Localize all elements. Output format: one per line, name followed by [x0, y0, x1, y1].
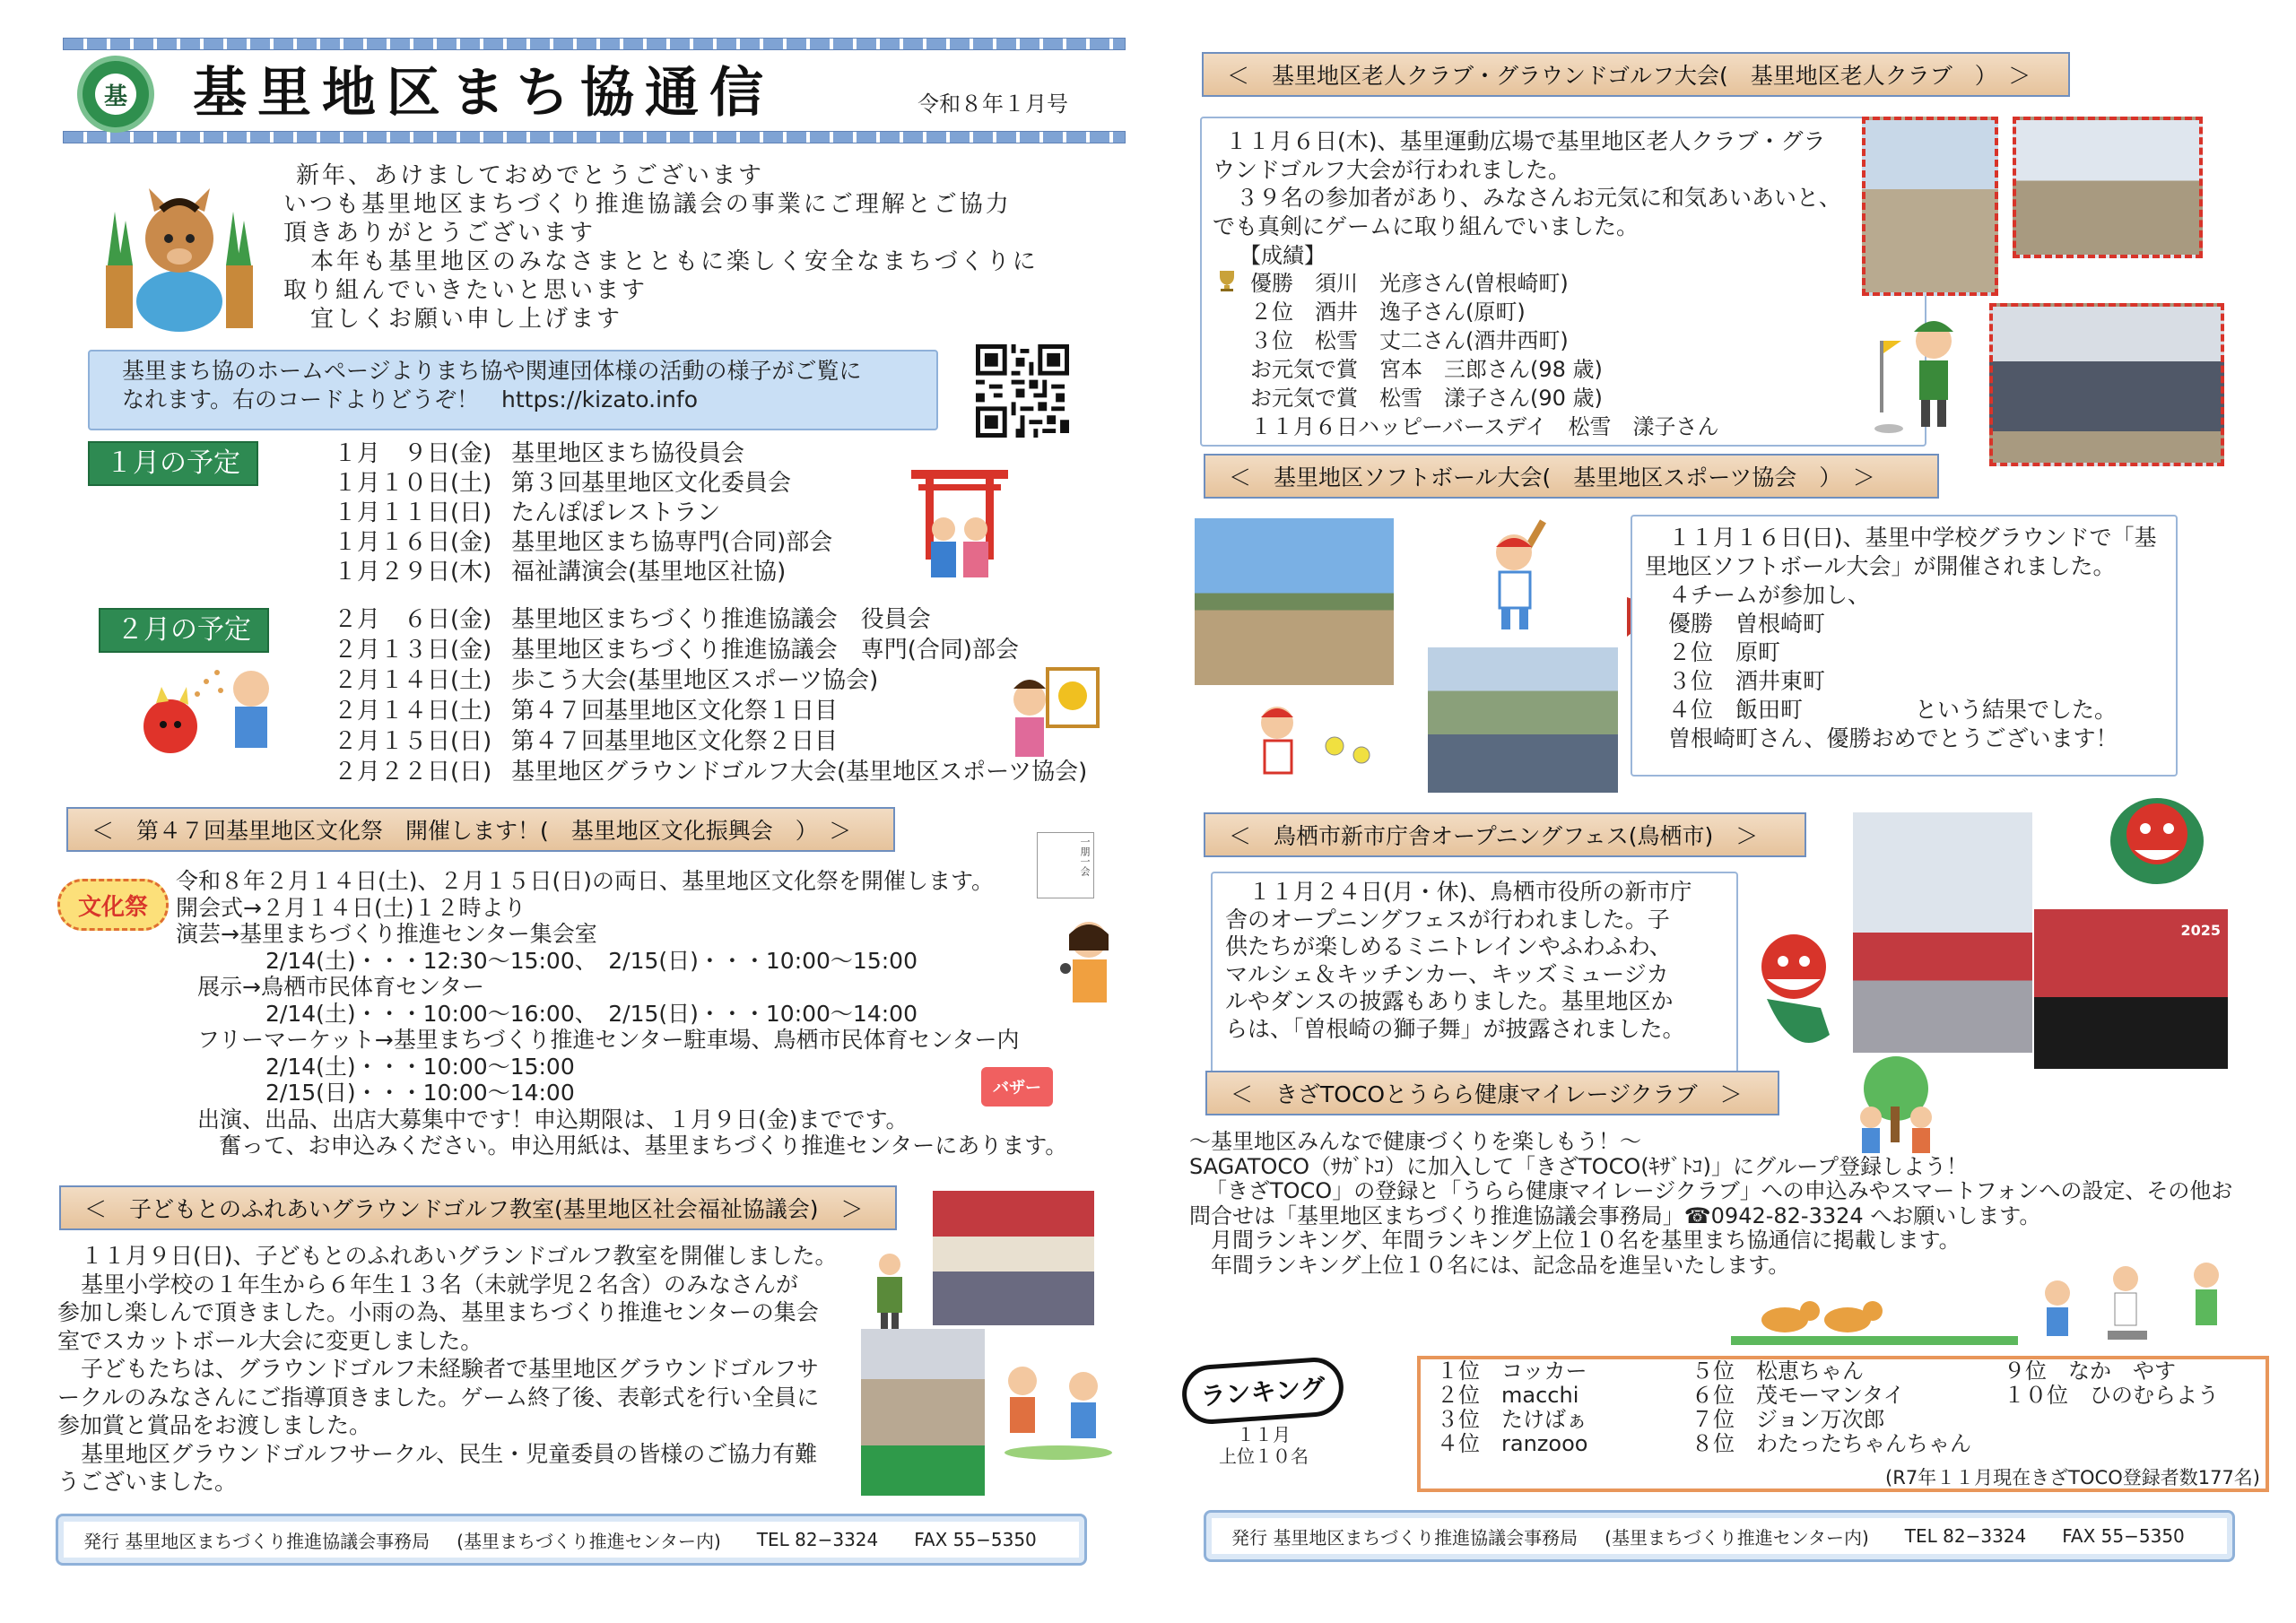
lion-mask-illustration — [2090, 787, 2224, 904]
ranking-rank: ８位 — [1692, 1431, 1735, 1456]
schedule-date: １月２９日(木) — [334, 559, 492, 586]
homepage-box — [88, 350, 938, 430]
artist-painting-illustration — [1003, 664, 1101, 762]
batter-illustration — [1474, 516, 1564, 633]
rojin-results-label: 【成績】 — [1239, 243, 1326, 268]
tosu-banner: ＜ 鳥栖市新市庁舎オープニングフェス(鳥栖市) ＞ — [1204, 812, 1806, 857]
kodomo-line: ークルのみなさんにご指導頂きました。ゲーム終了後、表彰式を行い全員に — [57, 1384, 820, 1410]
singer-illustration — [1051, 915, 1132, 1022]
softball-line: ３位 酒井東町 — [1668, 668, 1826, 694]
rojin-line: ウンドゴルフ大会が行われました。 — [1213, 156, 1571, 183]
tosu-shishimai-photo — [2034, 909, 2228, 1069]
bazaar-badge — [981, 1067, 1053, 1107]
january-dates — [334, 439, 504, 587]
setsubun-oni-illustration — [135, 655, 287, 771]
ranking-rank: ２位 — [1437, 1383, 1480, 1408]
tosu-text — [1225, 879, 1735, 1043]
ranking-rank: ９位 — [2004, 1358, 2047, 1384]
ranking-rank: ４位 — [1437, 1431, 1480, 1456]
tosu-line: マルシェ＆キッチンカー、キッズミュージカ — [1225, 960, 1669, 987]
pitcher-and-balls-illustration — [1245, 696, 1370, 785]
kodomo-line: 子どもたちは、グラウンドゴルフ未経験者で基里地区グラウンドゴルフサ — [81, 1356, 820, 1382]
bunkasai-line: 奮って、お申込みください。申込用紙は、基里まちづくり推進センターにあります。 — [219, 1133, 1068, 1159]
bunkasai-line: 開会式→２月１４日(土)１２時より — [176, 894, 526, 921]
bunkasai-badge-text: 文化祭 — [77, 893, 148, 921]
issue-label: 令和８年１月号 — [918, 91, 1068, 117]
homepage-line — [122, 386, 936, 414]
horse-kadomatsu-illustration — [99, 176, 260, 337]
rojin-text — [1213, 127, 1921, 240]
walking-dogs-exercise-illustration — [1731, 1261, 2251, 1368]
ranking-row — [1437, 1384, 1706, 1408]
greeting-line: いつも基里地区まちづくり推進協議会の事業にご理解とご協力 — [283, 191, 1012, 218]
ranking-name: ジョン万次郎 — [1756, 1407, 1885, 1432]
rojin-line: ３９名の参加者があり、みなさんお元気に和気あいあいと、 — [1236, 185, 1842, 211]
softball-line: 里地区ソフトボール大会」が開催されました。 — [1645, 553, 2116, 579]
schedule-date: ２月１５日(日) — [334, 728, 492, 755]
rojin-result: １１月６日ハッピーバースデイ 松雪 漾子さん — [1250, 414, 1719, 439]
bunkasai-text — [176, 868, 1068, 1159]
ranking-col-1 — [1437, 1359, 1706, 1456]
right-footer — [1204, 1510, 2235, 1562]
ranking-name: macchi — [1501, 1383, 1579, 1408]
footer-location: (基里まちづくり推進センター内) — [457, 1530, 721, 1552]
footer-fax: FAX 55−5350 — [2062, 1525, 2185, 1547]
bunkasai-line: 2/14(土)・・・10:00～15:00 — [265, 1053, 575, 1080]
schedule-event: 歩こう大会(基里地区スポーツ協会) — [511, 667, 879, 694]
calligraphy-card — [1037, 832, 1094, 898]
rojin-result: ２位 酒井 逸子さん(原町) — [1250, 299, 1526, 325]
schedule-date: ２月 ６日(金) — [334, 606, 492, 633]
schedule-event: 基里地区まち協専門(合同)部会 — [511, 529, 833, 556]
ranking-row — [2004, 1359, 2264, 1384]
rojin-line: でも真剣にゲームに取り組んでいました。 — [1213, 213, 1639, 239]
softball-team-photo — [1428, 647, 1618, 793]
schedule-event: 基里地区まちづくり推進協議会 専門(合同)部会 — [511, 637, 1020, 664]
schedule-date: １月１６日(金) — [334, 529, 492, 556]
ranking-badge-text: ランキング — [1199, 1373, 1326, 1411]
ranking-name: コッカー — [1501, 1358, 1587, 1384]
schedule-event: 福祉講演会(基里地区社協) — [511, 559, 787, 586]
schedule-event: 第４７回基里地区文化祭２日目 — [511, 728, 839, 755]
rojin-result: 優勝 須川 光彦さん(曽根崎町) — [1250, 271, 1569, 296]
ranking-rank: ３位 — [1437, 1407, 1480, 1432]
schedule-date: ２月２２日(日) — [334, 759, 492, 785]
greeting-line: 新年、あけましておめでとうございます — [296, 162, 765, 189]
ranking-name: なか やす — [2068, 1358, 2176, 1384]
ranking-row — [1692, 1408, 2014, 1432]
kodomo-line: 基里地区グラウンドゴルフサークル、民生・児童委員の皆様のご協力有難 — [81, 1440, 818, 1467]
footer-tel: TEL 82−3324 — [756, 1529, 879, 1550]
calligraphy-text: 一朋一会 — [1079, 837, 1091, 876]
schedule-date: ２月１３日(金) — [334, 637, 492, 664]
softball-line: １１月１６日(日)、基里中学校グラウンドで「基 — [1668, 525, 2157, 551]
left-footer — [56, 1514, 1087, 1566]
ranking-name: たけばぁ — [1501, 1407, 1587, 1432]
rojin-group-photo — [1989, 303, 2224, 466]
softball-line: 優勝 曽根崎町 — [1668, 611, 1826, 637]
kizatoco-line: ～基里地区みんなで健康づくりを楽しもう！～ — [1189, 1129, 1641, 1154]
tosu-line: 舎のオープニングフェスが行われました。子 — [1225, 906, 1670, 933]
right-page — [1157, 0, 2296, 1623]
rojin-result: お元気で賞 松雪 漾子さん(90 歳) — [1250, 386, 1603, 411]
ranking-note: (R7年１１月現在きざTOCO登録者数177名) — [1885, 1467, 2260, 1488]
kodomo-line: １１月９日(日)、子どもとのふれあいグランドゴルフ教室を開催しました。 — [81, 1243, 838, 1269]
ranking-month — [1214, 1424, 1313, 1467]
rojin-result: ３位 松雪 丈二さん(酒井西町) — [1250, 328, 1569, 353]
tosu-line: １１月２４日(月・休)、鳥栖市役所の新市庁 — [1248, 879, 1692, 905]
ranking-col-3 — [2004, 1359, 2264, 1408]
bunkasai-line: 出演、出品、出店大募集中です！申込期限は、１月９日(金)までです。 — [197, 1106, 909, 1133]
bunkasai-line: フリーマーケット→基里まちづくり推進センター駐車場、鳥栖市民体育センター内 — [197, 1027, 1020, 1053]
shrine-children-illustration — [906, 464, 1013, 590]
ranking-row — [1692, 1384, 2014, 1408]
ranking-rank: １位 — [1437, 1358, 1480, 1384]
ranking-row — [1437, 1359, 1706, 1384]
ranking-row — [1692, 1432, 2014, 1456]
footer-publisher: 発行 基里地区まちづくり推進協議会事務局 — [1231, 1526, 1578, 1549]
homepage-line: 基里まち協のホームページよりまち協や関連団体様の活動の様子がご覧に — [122, 358, 862, 384]
ranking-rank: ６位 — [1692, 1383, 1735, 1408]
tosu-sign-text: 2025 — [2180, 922, 2221, 939]
ranking-rank: ７位 — [1692, 1407, 1735, 1432]
bunkasai-line: 展示→鳥栖市民体育センター — [197, 974, 484, 1000]
greeting-line: 頂きありがとうございます — [283, 220, 596, 247]
bunkasai-line: 2/14(土)・・・10:00～16:00、 2/15(日)・・・10:00～14:00 — [265, 1000, 918, 1027]
kodomo-line: 室でスカットボール大会に変更しました。 — [57, 1327, 483, 1354]
ranking-name: 松恵ちゃん — [1756, 1358, 1864, 1384]
footer-tel: TEL 82−3324 — [1904, 1525, 2027, 1547]
kizatoco-line: 年間ランキング上位１０名には、記念品を進呈いたします。 — [1211, 1252, 1790, 1278]
rojin-result: お元気で賞 宮本 三郎さん(98 歳) — [1250, 357, 1603, 382]
ranking-top-text: 上位１０名 — [1219, 1445, 1309, 1467]
schedule-event: 第３回基里地区文化委員会 — [511, 470, 792, 497]
schedule-date: １月１１日(日) — [334, 499, 492, 526]
softball-field-photo — [1195, 518, 1394, 685]
masthead-top-strip — [63, 38, 1126, 50]
schedule-date: １月 ９日(金) — [334, 440, 492, 467]
greeting-line: 本年も基里地区のみなさまとともに楽しく安全なまちづくりに — [310, 248, 1039, 275]
masthead-bottom-strip — [63, 131, 1126, 143]
schedule-event: たんぽぽレストラン — [511, 499, 721, 526]
ranking-name: 茂モーマンタイ — [1756, 1383, 1905, 1408]
ranking-row — [2004, 1384, 2264, 1408]
homepage-link[interactable]: https://kizato.info — [501, 386, 699, 412]
ranking-col-2 — [1692, 1359, 2014, 1456]
softball-line: ４チームが参加し、 — [1668, 582, 1871, 608]
january-events — [511, 439, 888, 587]
page-title: 基里地区まち協通信 — [193, 62, 774, 125]
rojin-banner: ＜ 基里地区老人クラブ・グラウンドゴルフ大会( 基里地区老人クラブ ） ＞ — [1202, 52, 2070, 97]
february-dates — [334, 604, 504, 787]
footer-fax: FAX 55−5350 — [914, 1529, 1037, 1550]
tosu-line: ルやダンスの披露もありました。基里地区か — [1225, 988, 1674, 1014]
kids-golf-illustration — [996, 1354, 1121, 1462]
softball-banner: ＜ 基里地区ソフトボール大会( 基里地区スポーツ協会 ） ＞ — [1204, 454, 1939, 499]
ranking-rank: ５位 — [1692, 1358, 1735, 1384]
bunkasai-badge — [57, 879, 169, 931]
tosu-line: らは、「曽根崎の獅子舞」が披露されました。 — [1225, 1015, 1685, 1042]
tosu-line: 供たちが楽しめるミニトレインやふわふわ、 — [1225, 933, 1672, 959]
kizatoco-line: 月間ランキング、年間ランキング上位１０名を基里まち協通信に掲載します。 — [1211, 1228, 1961, 1253]
schedule-event: 第４７回基里地区文化祭１日目 — [511, 698, 839, 725]
ranking-name: ひのむらよう — [2090, 1383, 2219, 1408]
kodomo-line: うございました。 — [57, 1469, 238, 1495]
kizatoco-banner: ＜ きざTOCOとうらら健康マイレージクラブ ＞ — [1205, 1071, 1779, 1115]
kizatoco-line: SAGATOCO（ｻｶﾞﾄｺ）に加入して「きざTOCO(ｷｻﾞﾄｺ)」にグループ登録しよう！ — [1189, 1153, 1969, 1179]
rojin-line: １１月６日(木)、基里運動広場で基里地区老人クラブ・グラ — [1225, 128, 1826, 154]
ranking-name: わたったちゃんちゃん — [1756, 1431, 1971, 1456]
bazaar-badge-text: バザー — [993, 1079, 1041, 1098]
kodomo-text — [57, 1242, 865, 1497]
ranking-rank: １０位 — [2004, 1383, 2068, 1408]
kodomo-line: 参加賞と賞品をお渡しました。 — [57, 1412, 372, 1438]
bunkasai-line: 2/14(土)・・・12:30～15:00、 2/15(日)・・・10:00～15:00 — [265, 947, 918, 974]
greeting-text — [283, 161, 1103, 334]
ranking-row — [1437, 1432, 1706, 1456]
trophy-icon — [1214, 269, 1239, 292]
kizatoco-line: 「きざTOCO」の登録と「うらら健康マイレージクラブ」への申込みやスマートフォンへの設定、その他お — [1205, 1178, 2233, 1203]
rojin-golf-photo-1 — [1862, 117, 1998, 296]
bunkasai-line: 2/15(日)・・・10:00～14:00 — [265, 1080, 575, 1106]
kizatoco-text — [1189, 1130, 2274, 1278]
schedule-date: ２月１４日(土) — [334, 698, 492, 725]
bunkasai-line: 令和８年２月１４日(土)、２月１５日(日)の両日、基里地区文化祭を開催します。 — [176, 868, 995, 894]
ranking-month-text: １１月 — [1237, 1424, 1291, 1445]
schedule-date: ２月１４日(土) — [334, 667, 492, 694]
kodomo-line: 参加し楽しんで頂きました。小雨の為、基里まちづくり推進センターの集会 — [57, 1299, 819, 1325]
rojin-results — [1250, 269, 1788, 441]
footer-publisher: 発行 基里地区まちづくり推進協議会事務局 — [83, 1530, 430, 1552]
ranking-badge — [1180, 1356, 1345, 1426]
tosu-city-hall-photo — [1853, 812, 2032, 1053]
softball-line: ２位 原町 — [1668, 639, 1781, 665]
kodomo-line: 基里小学校の１年生から６年生１３名（未就学児２名含）のみなさんが — [81, 1271, 799, 1298]
schedule-event: 基里地区まち協役員会 — [511, 440, 745, 467]
ranking-name: ranzooo — [1501, 1431, 1588, 1456]
logo-badge — [83, 61, 149, 127]
schedule-event: 基里地区グラウンドゴルフ大会(基里地区スポーツ協会) — [511, 759, 1088, 785]
shishimai-lion-illustration — [1740, 927, 1848, 1062]
kodomo-group-photo — [933, 1191, 1094, 1325]
february-label: ２月の予定 — [99, 608, 269, 653]
schedule-date: １月１０日(土) — [334, 470, 492, 497]
homepage-line-text: なれます。右のコードよりどうぞ！ — [122, 386, 480, 412]
bunkasai-banner: ＜ 第４７回基里地区文化祭 開催します！( 基里地区文化振興会 ） ＞ — [66, 807, 895, 852]
kodomo-banner: ＜ 子どもとのふれあいグラウンドゴルフ教室(基里地区社会福祉協議会) ＞ — [59, 1185, 897, 1230]
softball-text — [1645, 524, 2174, 753]
footer-location: (基里まちづくり推進センター内) — [1605, 1526, 1869, 1549]
rojin-golf-photo-2 — [2013, 117, 2203, 258]
kizatoco-line: 問合せは「基里地区まちづくり推進協議会事務局」☎0942-82-3324 へお願いします。 — [1189, 1202, 2041, 1228]
ranking-row — [1692, 1359, 2014, 1384]
kodomo-scatball-photo — [861, 1329, 985, 1496]
logo-char: 基 — [95, 74, 136, 115]
bunkasai-line: 演芸→基里まちづくり推進センター集会室 — [176, 921, 597, 947]
schedule-event: 基里地区まちづくり推進協議会 役員会 — [511, 606, 931, 633]
january-label: １月の予定 — [88, 441, 258, 486]
softball-line: 曽根崎町さん、優勝おめでとうございます！ — [1668, 725, 2118, 751]
greeting-line: 取り組んでいきたいと思います — [283, 277, 648, 304]
softball-line: ４位 飯田町 という結果でした。 — [1668, 697, 2118, 723]
greeting-line: 宜しくお願い申し上げます — [310, 306, 623, 333]
qr-code-icon[interactable] — [976, 344, 1069, 438]
elderly-golfer-illustration — [1871, 305, 1979, 439]
ranking-row — [1437, 1408, 1706, 1432]
